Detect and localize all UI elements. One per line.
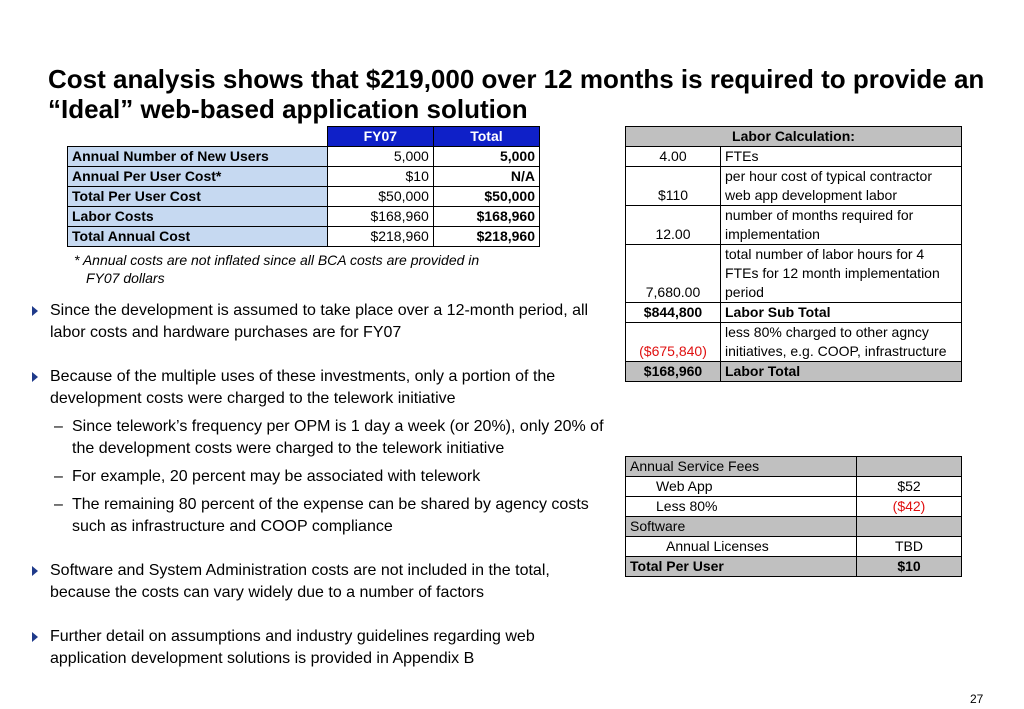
labor-row	[626, 303, 962, 323]
cost-header-total: Total	[433, 127, 539, 147]
bullet-item	[32, 626, 612, 670]
labor-row-value: ($675,840)	[626, 323, 721, 362]
fees-row-value: ($42)	[857, 497, 962, 517]
cost-footnote-line1: * Annual costs are not inflated since all BCA costs are provided in	[74, 252, 480, 268]
cost-footnote	[74, 251, 544, 287]
bullet-item	[32, 366, 612, 410]
labor-row-desc: per hour cost of typical contractor web app development labor	[721, 167, 962, 206]
cost-row-label: Total Per User Cost	[68, 187, 328, 207]
sub-bullet-item	[32, 494, 612, 538]
fees-row-value: TBD	[857, 537, 962, 557]
fees-row-label: Total Per User	[626, 557, 857, 577]
cost-row-total: $218,960	[433, 227, 539, 247]
labor-row-value: 12.00	[626, 206, 721, 245]
cost-row-fy07: 5,000	[327, 147, 433, 167]
fees-section-row	[626, 517, 962, 537]
cost-row	[68, 147, 540, 167]
cost-row-total: $50,000	[433, 187, 539, 207]
cost-row-total: N/A	[433, 167, 539, 187]
labor-row-value: $168,960	[626, 362, 721, 382]
cost-row	[68, 187, 540, 207]
cost-row-label: Annual Number of New Users	[68, 147, 328, 167]
cost-footnote-line2: FY07 dollars	[86, 270, 165, 286]
fees-row-label: Annual Licenses	[626, 537, 857, 557]
fees-row-value: $52	[857, 477, 962, 497]
fees-section-label: Software	[626, 517, 857, 537]
cost-header-fy07: FY07	[327, 127, 433, 147]
fees-row-label: Less 80%	[626, 497, 857, 517]
labor-row	[626, 147, 962, 167]
labor-row-value: 7,680.00	[626, 245, 721, 303]
dash-bullet-icon: –	[54, 496, 63, 513]
cost-table-header-row	[68, 127, 540, 147]
fees-row-label: Web App	[626, 477, 857, 497]
labor-row	[626, 206, 962, 245]
bullet-item	[32, 560, 612, 604]
cost-row-total: 5,000	[433, 147, 539, 167]
labor-table-header: Labor Calculation:	[626, 127, 962, 147]
labor-total-row	[626, 362, 962, 382]
labor-row-desc: FTEs	[721, 147, 962, 167]
cost-row-fy07: $50,000	[327, 187, 433, 207]
cost-table	[67, 126, 540, 247]
labor-row	[626, 167, 962, 206]
cost-row-fy07: $10	[327, 167, 433, 187]
labor-row-value: $844,800	[626, 303, 721, 323]
cost-row-fy07: $168,960	[327, 207, 433, 227]
triangle-bullet-icon	[32, 372, 38, 382]
fees-section-blank	[857, 457, 962, 477]
bullet-text: Because of the multiple uses of these investments, only a portion of the development costs were charged to the telework initiative	[50, 368, 556, 407]
fees-section-label: Annual Service Fees	[626, 457, 857, 477]
cost-row-total: $168,960	[433, 207, 539, 227]
fees-total-row	[626, 557, 962, 577]
labor-row	[626, 323, 962, 362]
cost-row-label: Labor Costs	[68, 207, 328, 227]
cost-table-corner	[68, 127, 328, 147]
bullet-list	[32, 300, 612, 670]
triangle-bullet-icon	[32, 306, 38, 316]
fees-row-value: $10	[857, 557, 962, 577]
bullet-item	[32, 300, 612, 344]
fees-row	[626, 537, 962, 557]
triangle-bullet-icon	[32, 566, 38, 576]
cost-row	[68, 227, 540, 247]
fees-row	[626, 497, 962, 517]
cost-row-label: Total Annual Cost	[68, 227, 328, 247]
cost-row	[68, 167, 540, 187]
sub-bullet-item	[32, 466, 612, 488]
bullet-text: Since the development is assumed to take place over a 12-month period, all labor costs and hardware purchases are for FY07	[50, 302, 589, 341]
sub-bullet-item	[32, 416, 612, 460]
labor-row	[626, 245, 962, 303]
labor-row-desc: number of months required for implementation	[721, 206, 962, 245]
fees-row	[626, 477, 962, 497]
labor-row-desc: Labor Sub Total	[721, 303, 962, 323]
page-title: Cost analysis shows that $219,000 over 12 months is required to provide an “Ideal” web-based application solution	[48, 64, 985, 124]
cost-row	[68, 207, 540, 227]
sub-bullet-text: The remaining 80 percent of the expense can be shared by agency costs such as infrastructure and COOP compliance	[72, 496, 589, 535]
fees-section-blank	[857, 517, 962, 537]
fees-section-row	[626, 457, 962, 477]
cost-row-label: Annual Per User Cost*	[68, 167, 328, 187]
labor-row-desc: Labor Total	[721, 362, 962, 382]
sub-bullet-text: Since telework’s frequency per OPM is 1 day a week (or 20%), only 20% of the development costs were charged to the telework initiative	[72, 418, 604, 457]
cost-row-fy07: $218,960	[327, 227, 433, 247]
page-number: 27	[970, 692, 984, 706]
triangle-bullet-icon	[32, 632, 38, 642]
labor-calculation-table	[625, 126, 962, 382]
bullet-text: Further detail on assumptions and industry guidelines regarding web application development solutions is provided in Appendix B	[50, 628, 535, 667]
annual-service-fees-table	[625, 456, 962, 577]
sub-bullet-text: For example, 20 percent may be associated with telework	[72, 468, 481, 485]
dash-bullet-icon: –	[54, 418, 63, 435]
labor-row-desc: less 80% charged to other agncy initiatives, e.g. COOP, infrastructure	[721, 323, 962, 362]
labor-row-value: 4.00	[626, 147, 721, 167]
bullet-text: Software and System Administration costs are not included in the total, because the costs can vary widely due to a number of factors	[50, 562, 550, 601]
labor-row-value: $110	[626, 167, 721, 206]
labor-table-header-row	[626, 127, 962, 147]
labor-row-desc: total number of labor hours for 4 FTEs for 12 month implementation period	[721, 245, 962, 303]
dash-bullet-icon: –	[54, 468, 63, 485]
